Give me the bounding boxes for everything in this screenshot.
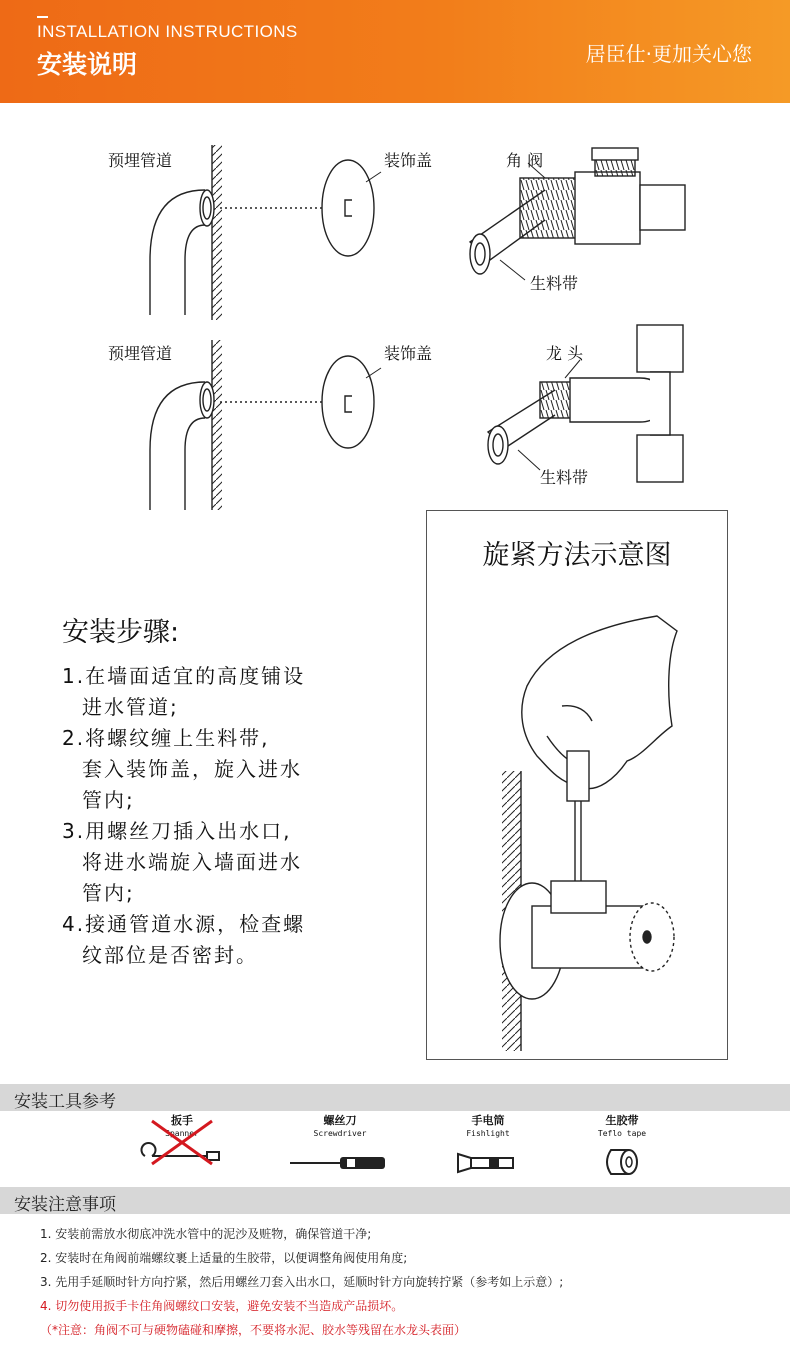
label-pipe-1: 预埋管道 — [108, 151, 173, 170]
flashlight-icon — [453, 1148, 523, 1178]
header-chinese-title: 安装说明 — [37, 50, 138, 79]
tool-spanner-zh: 扳手 — [171, 1114, 193, 1127]
tool-screwdriver — [270, 1112, 410, 1178]
tools-list — [0, 1112, 790, 1188]
step-1-line-2: 进水管道; — [82, 695, 179, 719]
tool-tape-en: Teflo tape — [597, 1129, 647, 1138]
step-2-line-2: 套入装饰盖，旋入进水 — [82, 757, 302, 781]
notes-list — [40, 1222, 780, 1342]
note-2: 2. 安装时在角阀前端螺纹裹上适量的生胶带，以便调整角阀使用角度; — [40, 1251, 408, 1265]
step-3-line-2: 将进水端旋入墙面进水 — [82, 850, 302, 874]
tools-section-title: 安装工具参考 — [14, 1092, 116, 1112]
label-pipe-2: 预埋管道 — [108, 344, 173, 363]
notes-section-title: 安装注意事项 — [14, 1195, 116, 1215]
label-faucet: 龙 头 — [546, 344, 584, 363]
tool-tape-zh: 生胶带 — [605, 1114, 639, 1127]
step-4-line-2: 纹部位是否密封。 — [82, 943, 258, 967]
tool-screwdriver-zh: 螺丝刀 — [323, 1114, 357, 1127]
installation-steps — [62, 610, 392, 971]
note-4-warning: 4. 切勿使用扳手卡住角阀螺纹口安装，避免安装不当造成产品损坏。 — [40, 1299, 404, 1313]
step-3 — [62, 816, 392, 909]
label-valve: 角 阀 — [506, 151, 544, 170]
header-banner — [0, 0, 790, 103]
tightening-illustration — [427, 586, 727, 1056]
step-2 — [62, 723, 392, 816]
tool-screwdriver-en: Screwdriver — [313, 1129, 367, 1138]
tool-flashlight-zh: 手电筒 — [471, 1114, 505, 1127]
tool-spanner-en: Spanner — [165, 1129, 199, 1138]
step-1-line-1: 1.在墙面适宜的高度铺设 — [62, 664, 306, 688]
tightening-diagram-box — [426, 510, 728, 1060]
note-3: 3. 先用手延顺时针方向拧紧，然后用螺丝刀套入出水口，延顺时针方向旋转拧紧（参考如上示意）; — [40, 1275, 564, 1289]
note-5-warning: （*注意：角阀不可与硬物磕碰和摩擦，不要将水泥、胶水等残留在水龙头表面） — [40, 1323, 467, 1337]
step-2-line-3: 管内; — [82, 788, 135, 812]
screwdriver-icon — [285, 1148, 395, 1178]
notes-section-bar — [0, 1187, 790, 1214]
step-2-line-1: 2.将螺纹缠上生料带, — [62, 726, 270, 750]
label-cover-2: 装饰盖 — [384, 344, 433, 363]
label-tape-1: 生料带 — [530, 274, 579, 293]
note-1: 1. 安装前需放水彻底冲洗水管中的泥沙及赃物，确保管道干净; — [40, 1227, 372, 1241]
header-slogan: 居臣仕·更加关心您 — [585, 42, 752, 66]
step-4 — [62, 909, 392, 971]
tool-flashlight — [418, 1112, 558, 1178]
tools-section-bar — [0, 1084, 790, 1111]
tightening-title: 旋紧方法示意图 — [482, 540, 672, 571]
step-1 — [62, 661, 392, 723]
header-dash — [37, 16, 48, 18]
installation-diagram — [0, 120, 790, 510]
label-tape-2: 生料带 — [540, 468, 589, 487]
step-3-line-1: 3.用螺丝刀插入出水口, — [62, 819, 292, 843]
header-english-title: INSTALLATION INSTRUCTIONS — [37, 22, 298, 41]
tape-roll-icon — [597, 1146, 647, 1178]
steps-title: 安装步骤: — [62, 617, 180, 648]
step-3-line-3: 管内; — [82, 881, 135, 905]
step-4-line-1: 4.接通管道水源，检查螺 — [62, 912, 306, 936]
tool-teflon-tape — [552, 1112, 692, 1178]
label-cover-1: 装饰盖 — [384, 151, 433, 170]
tool-spanner — [112, 1112, 252, 1166]
tool-flashlight-en: Fishlight — [466, 1129, 510, 1138]
